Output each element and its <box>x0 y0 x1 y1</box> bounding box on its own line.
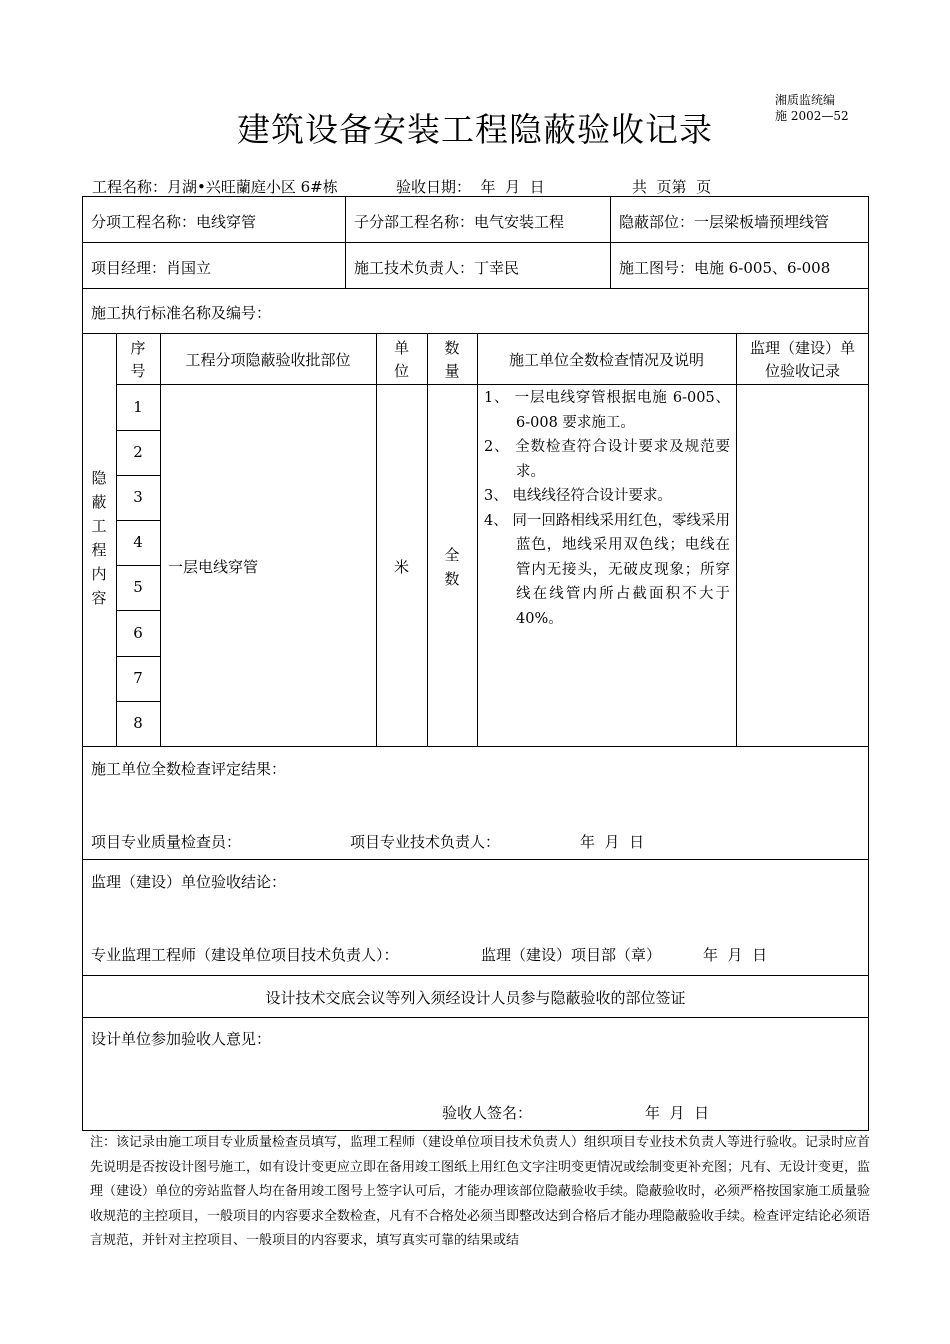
row-number: 7 <box>133 669 143 687</box>
row-number: 3 <box>133 488 143 506</box>
technical-lead: 施工技术负责人：丁幸民 <box>354 259 520 277</box>
hidden-location: 隐蔽部位：一层梁板墙预埋线管 <box>619 213 830 231</box>
construction-result-label: 施工单位全数检查评定结果： <box>91 760 287 778</box>
design-date: 年 月 日 <box>645 1104 710 1122</box>
construction-date: 年 月 日 <box>580 833 645 851</box>
project-manager: 项目经理：肖国立 <box>91 259 212 277</box>
check-item: 2、 全数检查符合设计要求及规范要求。 <box>484 439 730 480</box>
check-item: 4、 同一回路相线采用红色，零线采用蓝色，地线采用双色线；电线在管内无接头，无破皮现象；所穿线在线管内所占截面积不大于 40%。 <box>484 512 730 627</box>
quality-inspector: 项目专业质量检查员： <box>91 833 242 851</box>
supervision-department: 监理（建设）项目部（章） <box>481 946 662 964</box>
standard-label: 施工执行标准名称及编号： <box>91 304 272 322</box>
check-item: 3、 电线线径符合设计要求。 <box>484 488 672 504</box>
header-part: 工程分项隐蔽验收批部位 <box>185 351 351 369</box>
supervision-label: 监理（建设）单位验收结论： <box>91 873 287 891</box>
project-name: 工程名称：月湖•兴旺蘭庭小区 6#栋 <box>92 178 338 196</box>
row-number: 5 <box>133 578 143 596</box>
row-number: 4 <box>133 533 143 551</box>
row-number: 2 <box>133 443 143 461</box>
supervision-engineer: 专业监理工程师（建设单位项目技术负责人）： <box>91 946 399 964</box>
drawing-number: 施工图号：电施 6-005、6-008 <box>619 259 831 277</box>
sub-item-name: 分项工程名称：电线穿管 <box>91 213 257 231</box>
footnote: 注：该记录由施工项目专业质量检查员填写，监理工程师（建设单位项目技术负责人）组织项目专业技术负责人等进行验收。记录时应首先说明是否按设计图号施工，如有设计变更应立即在备用竣工图纸上用红色文字注明变更情况或绘制变更补充图；凡有、无设计变更，监理（建设）单位的旁站监督人均在备用竣工图号上签字认可后，才能办理该部位隐蔽验收手续。隐蔽验收时，必须严格按国家施工质量验收规范的主控项目，一般项目的内容要求全数检查，凡有不合格处必须当即整改达到合格后才能办理隐蔽验收手续。检查评定结论必须语言规范，并针对主控项目、一般项目的内容要求，填写真实可靠的结果或结 <box>90 1135 871 1248</box>
header-supervision: 监理（建设）单 位验收记录 <box>749 339 855 380</box>
row-number: 6 <box>133 624 143 642</box>
part-value: 一层电线穿管 <box>168 558 259 576</box>
check-items <box>484 386 730 631</box>
form-code-line1: 湘质监统编 <box>775 93 836 107</box>
header-seq: 序 号 <box>130 339 146 380</box>
page-count: 共 页第 页 <box>632 178 712 196</box>
form-code-line2: 施 2002—52 <box>775 109 849 123</box>
check-item: 1、 一层电线穿管根据电施 6-005、6-008 要求施工。 <box>484 390 730 431</box>
header-unit: 单 位 <box>393 339 409 380</box>
tech-lead-signature: 项目专业技术负责人： <box>350 833 501 851</box>
sub-division-name: 子分部工程名称：电气安装工程 <box>354 213 565 231</box>
page-title: 建筑设备安装工程隐蔽验收记录 <box>237 110 713 149</box>
header-check: 施工单位全数检查情况及说明 <box>508 351 704 369</box>
header-qty: 数 量 <box>444 339 460 380</box>
acceptance-date: 验收日期： 年 月 日 <box>396 178 545 196</box>
design-heading: 设计技术交底会议等列入须经设计人员参与隐蔽验收的部位签证 <box>265 989 686 1007</box>
supervision-date: 年 月 日 <box>703 946 768 964</box>
unit-value: 米 <box>393 558 409 576</box>
row-number: 8 <box>133 714 143 732</box>
row-number: 1 <box>133 398 143 416</box>
design-signature: 验收人签名： <box>442 1104 533 1122</box>
design-opinion-label: 设计单位参加验收人意见： <box>91 1030 272 1048</box>
qty-value: 全 数 <box>444 546 460 588</box>
